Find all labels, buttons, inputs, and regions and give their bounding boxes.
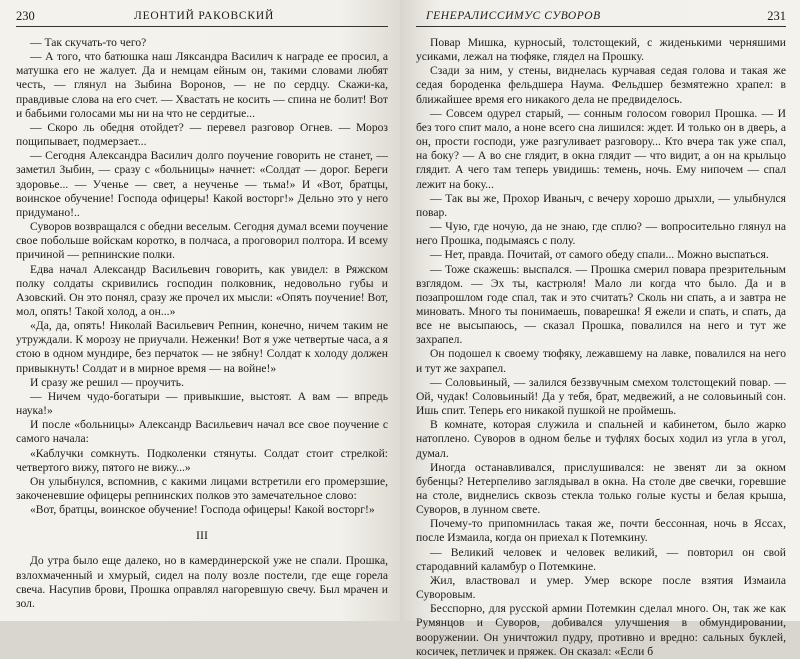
paragraph: — А того, что батюшка наш Ляксандра Василич к награде ее просил, а матушка его не жалует. Да и немцам ейным он, такими словами любят честь, — глянул на Зыбина Воронов, — не по сердцу. Скажи-ка, правдивые слова на его счет. — Хвастать не косить — спина не болит! Вот и бабьими голосами мы ни на что не сердитые... — [16, 50, 388, 120]
right-page-text — [416, 36, 786, 659]
paragraph: И сразу же решил — проучить. — [30, 375, 184, 389]
paragraph: — Ничем чудо-богатыри — привыкшие, выстоят. А вам — впредь наука!» — [16, 389, 388, 418]
section-number: III — [196, 528, 208, 543]
paragraph: Он улыбнулся, вспомнив, с какими лицами встретили его промерзшие, закоченевшие офицеры репнинских полков это замечательное слово: — [16, 474, 388, 502]
paragraph: Иногда останавливался, прислушивался: не звенят ли за окном бубенцы? Нетерпеливо заглядывал в окна. На столе две свечки, горевшие на столе, виднелись сквозь стекла только голые кусты и белая крыша, Суворов, в лунном свете. — [416, 460, 786, 517]
right-page-number: 231 — [767, 9, 786, 23]
paragraph: — Великий человек и человек великий, — повторил он свой стародавний каламбур о Потемкине. — [416, 545, 786, 573]
paragraph: В комнате, которая служила и спальней и кабинетом, было жарко натоплено. Суворов в одном белье и туфлях босых ходил из угла в угол, думал. — [416, 418, 786, 460]
left-page-text — [16, 36, 388, 611]
left-page-number: 230 — [16, 9, 35, 23]
paragraph: «Каблучки сомкнуть. Подколенки стянуты. Солдат стоит стрелкой: четвертого вижу, пятого не вижу...» — [16, 446, 388, 474]
right-page-header — [416, 6, 786, 27]
paragraph: — Так вы же, Прохор Иваныч, с вечеру хорошо дрыхли, — улыбнулся повар. — [416, 191, 786, 219]
paragraph: — Соловьиный, — залился беззвучным смехом толстощекий повар. — Ой, чудак! Соловьиный! Да у тебя, брат, медвежий, а не соловьиный сон. Ишь спит. Теперь его никакой пушкой не проймешь. — [416, 375, 786, 418]
left-running-head: ЛЕОНТИЙ РАКОВСКИЙ — [134, 10, 275, 22]
paragraph: Почему-то припомнилась такая же, почти бессонная, ночь в Яссах, после Измаила, когда он приехал к Потемкину. — [416, 517, 786, 545]
paragraph: Жил, властвовал и умер. Умер вскоре после взятия Измаила Суворовым. — [416, 573, 786, 602]
paragraph: Суворов возвращался с обедни веселым. Сегодня думал всеми поучение свое побольше войскам коротко, в полчаса, а проговорил полтора. И всему причиной — репнинские полки. — [16, 220, 388, 262]
paragraph: Он подошел к своему тюфяку, лежавшему на лавке, повалился на него и тут же захрапел. — [416, 347, 786, 375]
paragraph: — Скоро ль обедня отойдет? — перевел разговор Огнев. — Мороз пощипывает, подмерзает... — [16, 120, 388, 149]
paragraph: — Чую, где ночую, да не знаю, где сплю? — вопросительно глянул на него Прошка, подымаясь с полу. — [416, 220, 786, 248]
left-page-header — [16, 6, 388, 27]
right-page — [400, 0, 800, 658]
paragraph: — Совсем одурел старый, — сонным голосом говорил Прошка. — И без того спит мало, а ноне всего сна лишился: ждет. И только он в дверь, а он, прости господи, уже разгуливает разговору... Кто вчера так уже спал, на боку? — А во сне глядит, в окна глядит — что видит, а он на крыльцо глядит. А чего там теперь увидишь: темень, ночь. Ему нипочем — спал лежит на боку... — [416, 106, 786, 191]
paragraph: — Тоже скажешь: выспался. — Прошка смерил повара презрительным взглядом. — Эх ты, кастрюля! Мало ли когда что было. Да и в позапрошлом годе спал, так и это считать? Сколь ни спать, а и завтра не миновать. Много ты понимаешь, поварешка! Я ежели и спать, и спать, да все не высыпаюсь, — сказал Прошка, повалился на него и тут же захрапел. — [416, 262, 786, 347]
left-page — [0, 0, 400, 621]
paragraph: Едва начал Александр Васильевич говорить, как увидел: в Ряжском полку солдаты скривились господин полковник, недовольно губы и Азовский. Он это понял, сразу же прочел их мысли: «Опять поучение! Вот, мол, опять! Такой холод, а он...» — [16, 262, 388, 318]
paragraph: И после «больницы» Александр Васильевич начал все свое поучение с самого начала: — [16, 418, 388, 446]
paragraph: — Так скучать-то чего? — [30, 36, 147, 49]
paragraph: «Вот, братцы, воинское обучение! Господа офицеры! Какой восторг!» — [30, 503, 375, 517]
paragraph: «Да, да, опять! Николай Васильевич Репнин, конечно, ничем таким не утруждали. К морозу не приучали. Неженки! Вот я уже четвертые часа, а я стою в одном мундире, без перчаток — не зябну! Солдат к холоду должен привыкнуть! Солдат и в мирное время — на войне!» — [16, 319, 388, 375]
paragraph: Повар Мишка, курносый, толстощекий, с жиденькими черняшими усиками, лежал на тюфяке, глядел на Прошку. — [416, 36, 786, 64]
paragraph: Бесспорно, для русской армии Потемкин сделал много. Он, так же как Румянцов и Суворов, добивался улучшения в обмундировании, вооружении. Он уничтожил пудру, противно и вредно: сальных буклей, косичек, петличек и пряжек. Он сказал: «Если б — [416, 602, 786, 658]
paragraph: — Сегодня Александра Василич долго поучение говорить не станет, — заметил Зыбин, — сразу с «больницы» начнет: «Солдат — дорог. Береги здоровье... — Ученье — свет, а неученье — тьма!» И «Вот, братцы, воинское обучение! Господа офицеры! Какой восторг!» Дельно это у него придумано!.. — [16, 149, 388, 219]
right-running-head: ГЕНЕРАЛИССИМУС СУВОРОВ — [426, 10, 601, 22]
paragraph: До утра было еще далеко, но в камердинерской уже не спали. Прошка, взлохмаченный и хмурый, сидел на полу возле постели, где еще горела свеча. Насупив брови, Прошка оправлял нагоревшую свечу. Был мрачен и зол. — [16, 554, 388, 610]
paragraph: — Нет, правда. Почитай, от самого обеду спали... Можно выспаться. — [430, 248, 769, 262]
paragraph: Сзади за ним, у стены, виднелась курчавая седая голова и такая же седая бороденка фельдшера Наума. Фельдшер безмятежно храпел: в ближайшее время его никакого дела не предвиделось. — [416, 64, 786, 106]
